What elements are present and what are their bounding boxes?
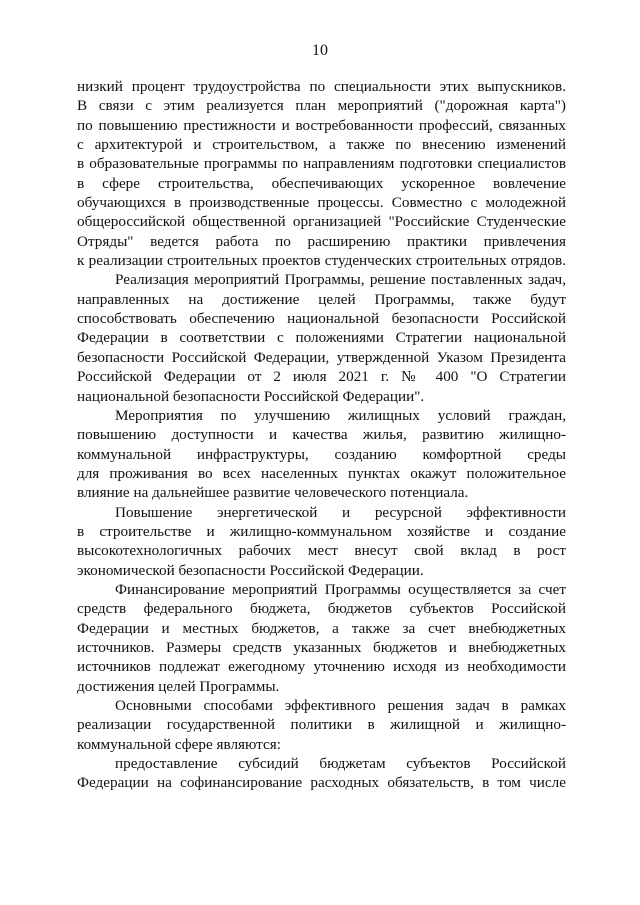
text-line: к реализации строительных проектов студенческих строительных отрядов. [77, 252, 566, 270]
text-line: экономической безопасности Российской Федерации. [77, 561, 424, 579]
text-line: Федерации в соответствии с положениями Стратегии национальной [77, 329, 566, 347]
text-line: Отряды" ведется работа по расширению практики привлечения [77, 232, 566, 250]
text-line: общероссийской общественной организацией "Российские Студенческие [77, 213, 566, 231]
paragraph [77, 270, 566, 405]
text-line: достижения целей Программы. [77, 677, 280, 695]
text-line: влияние на дальнейшее развитие человеческого потенциала. [77, 484, 469, 502]
text-line: Финансирование мероприятий Программы осуществляется за счет [115, 580, 566, 598]
text-line: Основными способами эффективного решения задач в рамках [115, 697, 566, 714]
text-line: по повышению престижности и востребованности профессий, связанных [77, 116, 566, 134]
paragraph [77, 580, 566, 696]
text-line: с архитектурой и строительством, а также по внесению изменений [77, 136, 566, 154]
text-line: Реализация мероприятий Программы, решение поставленных задач, [115, 271, 566, 289]
text-line: направленных на достижение целей Программы, также будут [77, 290, 566, 308]
text-line: повышению доступности и качества жилья, развитию жилищно- [77, 426, 566, 444]
text-line: в сфере строительства, обеспечивающих ускоренное вовлечение [77, 174, 566, 192]
document-body [77, 77, 566, 793]
paragraph [77, 696, 566, 754]
text-line: источников подлежат ежегодному уточнению исходя из необходимости [77, 658, 566, 676]
text-line: способствовать обеспечению национальной безопасности Российской [77, 310, 566, 328]
text-line: национальной безопасности Российской Федерации". [77, 387, 425, 405]
text-line: средств федерального бюджета, бюджетов субъектов Российской [77, 600, 566, 618]
page-number: 10 [312, 42, 328, 59]
paragraph [77, 503, 566, 580]
text-line: низкий процент трудоустройства по специальности этих выпускников. [77, 78, 566, 95]
text-line: Мероприятия по улучшению жилищных условий граждан, [115, 406, 566, 424]
text-line: коммунальной сфере являются: [77, 735, 281, 753]
paragraph [77, 406, 566, 503]
text-line: обучающихся в производственные процессы. Совместно с молодежной [77, 194, 566, 212]
text-line: коммунальной инфраструктуры, созданию комфортной среды [77, 445, 566, 463]
text-line: реализации государственной политики в жилищной и жилищно- [77, 716, 566, 734]
text-line: безопасности Российской Федерации, утвержденной Указом Президента [77, 348, 566, 366]
text-line: источников. Размеры средств указанных бюджетов и внебюджетных [77, 638, 566, 656]
text-line: для проживания во всех населенных пунктах окажут положительное [77, 464, 566, 482]
text-line: Российской Федерации от 2 июля 2021 г. № 400 "О Стратегии [77, 368, 566, 386]
paragraph [77, 77, 566, 270]
text-line: высокотехнологичных рабочих мест внесут свой вклад в рост [77, 542, 566, 560]
text-line: Повышение энергетической и ресурсной эффективности [115, 503, 566, 521]
text-line: в строительстве и жилищно-коммунальном хозяйстве и создание [77, 522, 566, 540]
text-line: В связи с этим реализуется план мероприятий ("дорожная карта") [77, 97, 566, 115]
text-line: предоставление субсидий бюджетам субъектов Российской [115, 755, 566, 773]
text-line: в образовательные программы по направлениям подготовки специалистов [77, 155, 566, 173]
text-line: Федерации и местных бюджетов, а также за счет внебюджетных [77, 619, 566, 637]
paragraph [77, 754, 566, 793]
text-line: Федерации на софинансирование расходных обязательств, в том числе [77, 774, 566, 792]
